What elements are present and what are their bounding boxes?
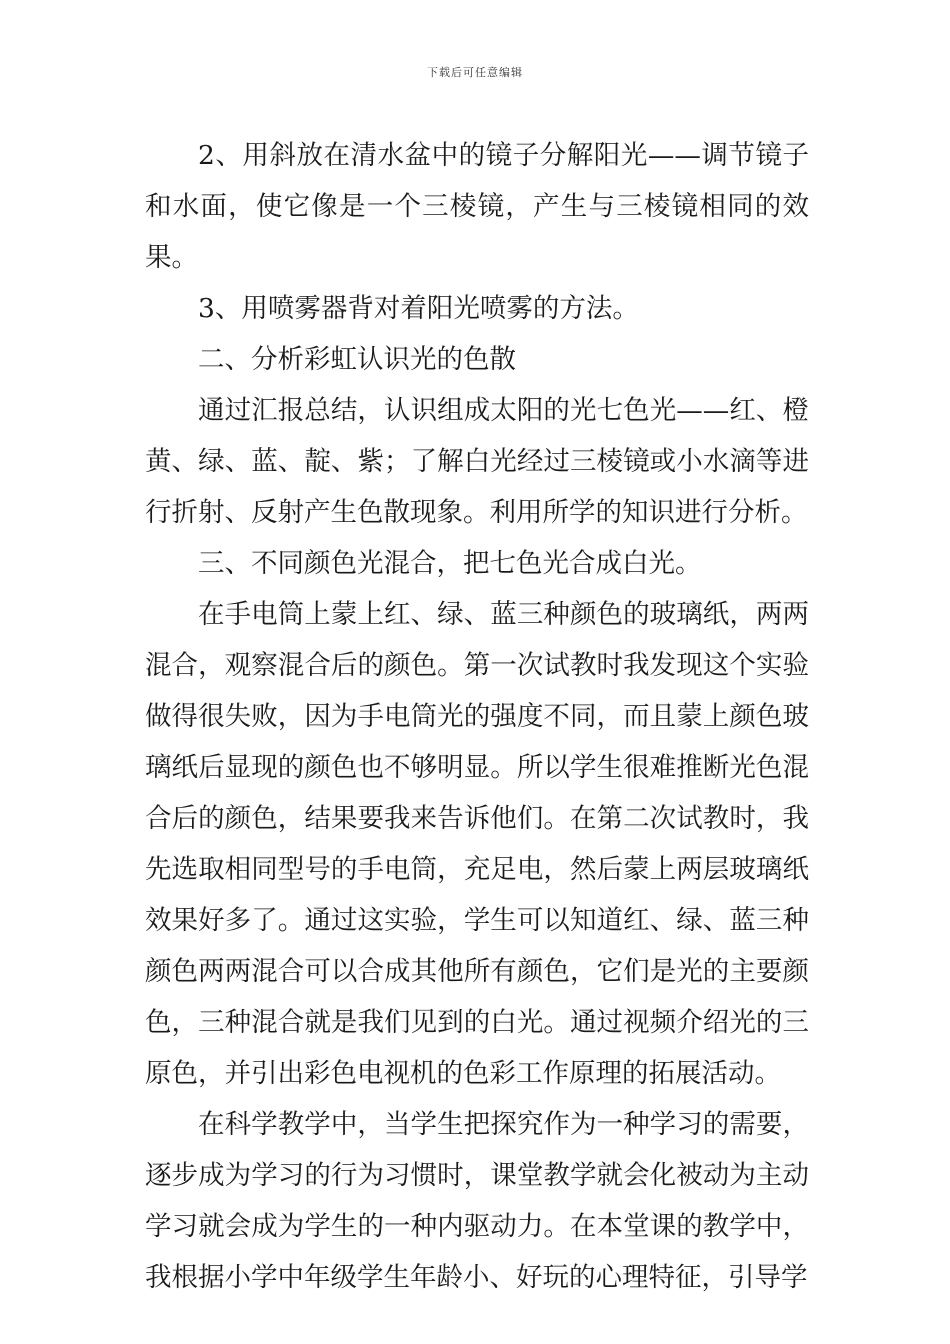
- paragraph-step-3: 3、用喷雾器背对着阳光喷雾的方法。: [198, 293, 639, 324]
- paragraph-step-2: 2、用斜放在清水盆中的镜子分解阳光——调节镜子和水面，使它像是一个三棱镜，产生与三棱镜相同的效果。: [145, 140, 809, 273]
- paragraph-dispersion: 通过汇报总结，认识组成太阳的光七色光——红、橙黄、绿、蓝、靛、紫；了解白光经过三棱镜或小水滴等进行折射、反射产生色散现象。利用所学的知识进行分析。: [145, 395, 809, 528]
- section-heading-dispersion: 二、分析彩虹认识光的色散: [198, 344, 516, 375]
- paragraph-reflection: 在科学教学中，当学生把探究作为一种学习的需要，逐步成为学习的行为习惯时，课堂教学就会化被动为主动学习就会成为学生的一种内驱动力。在本堂课的教学中，我根据小学中年级学生年龄小、好玩的心理特征，引导学: [145, 1109, 809, 1293]
- page-header: 下载后可任意编辑: [427, 66, 523, 79]
- section-heading-mixing: 三、不同颜色光混合，把七色光合成白光。: [198, 548, 702, 579]
- paragraph-mixing: 在手电筒上蒙上红、绿、蓝三种颜色的玻璃纸，两两混合，观察混合后的颜色。第一次试教时我发现这个实验做得很失败，因为手电筒光的强度不同，而且蒙上颜色玻璃纸后显现的颜色也不够明显。所以学生很难推断光色混合后的颜色，结果要我来告诉他们。在第二次试教时，我先选取相同型号的手电筒，充足电，然后蒙上两层玻璃纸效果好多了。通过这实验，学生可以知道红、绿、蓝三种颜色两两混合可以合成其他所有颜色，它们是光的主要颜色，三种混合就是我们见到的白光。通过视频介绍光的三原色，并引出彩色电视机的色彩工作原理的拓展活动。: [145, 599, 809, 1089]
- document-body: [145, 130, 809, 1303]
